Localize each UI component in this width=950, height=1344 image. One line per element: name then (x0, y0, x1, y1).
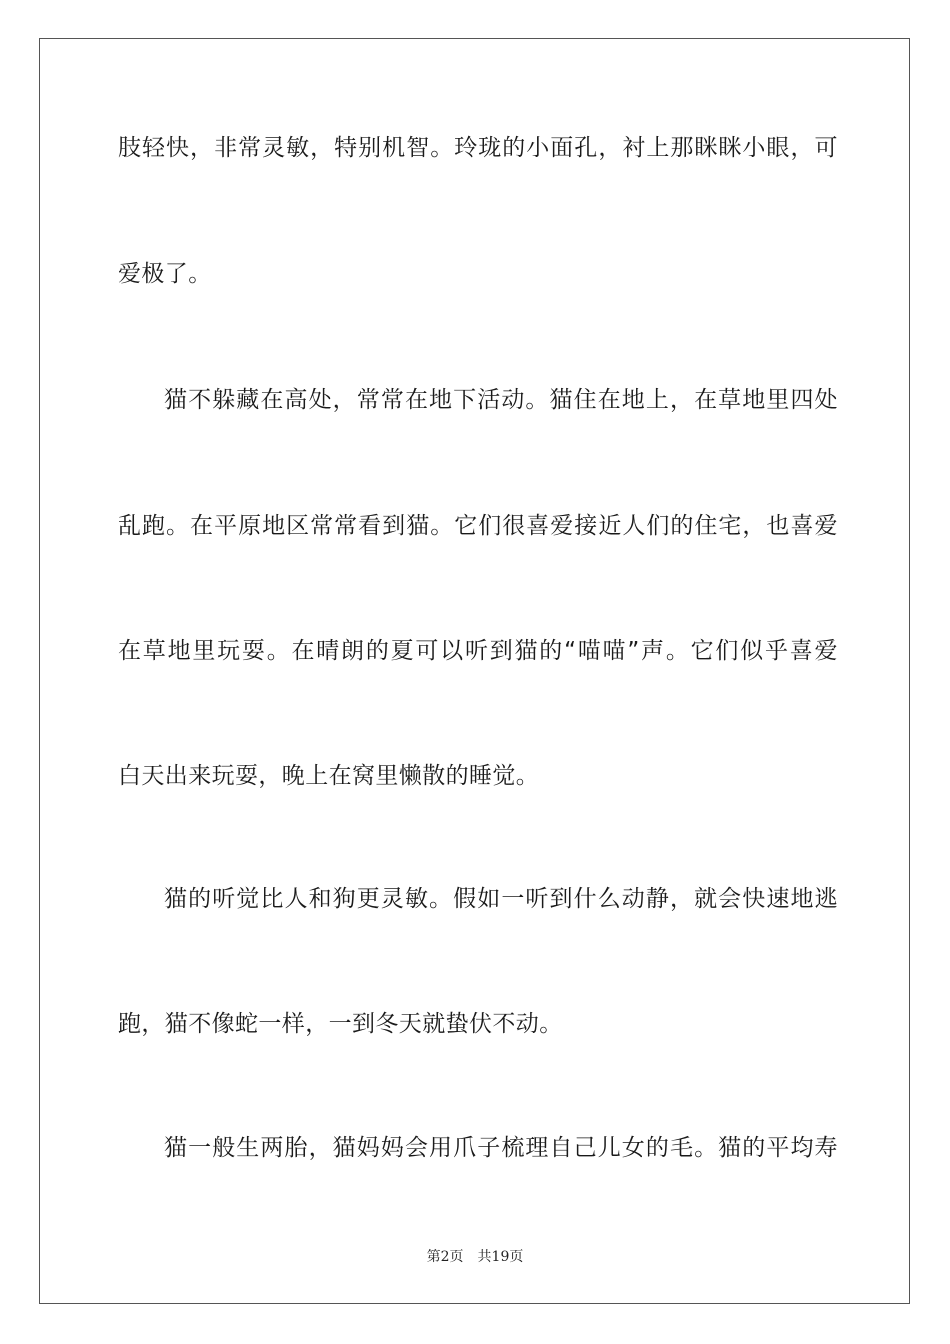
paragraph-line: 在 草 地 里 玩 耍 。 在 晴 朗 的 夏 可 以 听 到 猫 的 “ 喵 喵 ” 声 。 它 们 似 乎 喜 爱 (118, 638, 838, 664)
page-border (39, 38, 910, 1304)
paragraph-line: 猫 不 躲 藏 在 高 处 ， 常 常 在 地 下 活 动 。 猫 住 在 地 上 ， 在 草 地 里 四 处 (164, 387, 838, 413)
paragraph-line: 肢 轻 快 ， 非 常 灵 敏 ， 特 别 机 智 。 玲 珑 的 小 面 孔 ， 衬 上 那 眯 眯 小 眼 ， 可 (118, 135, 838, 161)
paragraph-line: 跑，猫不像蛇一样，一到冬天就蛰伏不动。 (118, 1011, 563, 1037)
page-footer (0, 1246, 950, 1266)
paragraph-line: 猫 的 听 觉 比 人 和 狗 更 灵 敏 。 假 如 一 听 到 什 么 动 静 ， 就 会 快 速 地 逃 (164, 886, 838, 912)
paragraph-line: 爱极了。 (118, 261, 212, 287)
paragraph-line: 白天出来玩耍，晚上在窝里懒散的睡觉。 (118, 763, 540, 789)
page-number: 第2页 (426, 1249, 464, 1265)
page-total: 共19页 (477, 1249, 524, 1265)
paragraph-line: 猫 一 般 生 两 胎 ， 猫 妈 妈 会 用 爪 子 梳 理 自 己 儿 女 的 毛 。 猫 的 平 均 寿 (164, 1135, 838, 1161)
paragraph-line: 乱 跑 。 在 平 原 地 区 常 常 看 到 猫 。 它 们 很 喜 爱 接 近 人 们 的 住 宅 ， 也 喜 爱 (118, 513, 838, 539)
